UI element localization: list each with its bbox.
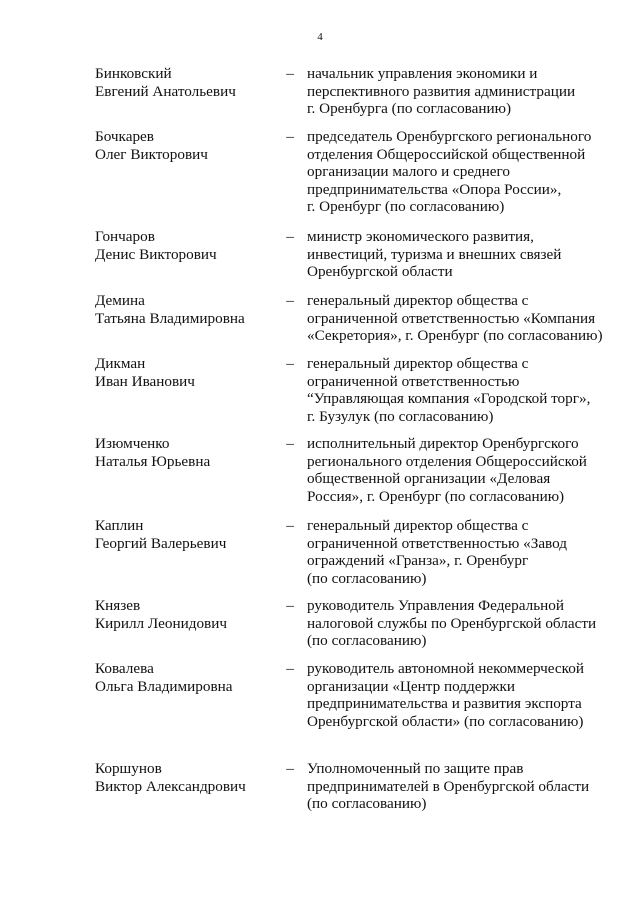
member-position — [307, 292, 612, 345]
member-name — [95, 355, 275, 390]
member-surname: Бинковский — [95, 65, 172, 82]
member-position — [307, 228, 612, 281]
position-line: организации малого и среднего — [307, 163, 510, 181]
member-position — [307, 597, 612, 650]
position-line: налоговой службы по Оренбургской области — [307, 614, 597, 632]
member-given-names: Виктор Александрович — [95, 777, 246, 795]
position-line: генеральный директор общества с — [307, 292, 529, 309]
member-surname: Гончаров — [95, 228, 155, 245]
member-name — [95, 435, 275, 470]
member-given-names: Олег Викторович — [95, 145, 208, 163]
position-line: (по согласованию) — [307, 632, 427, 650]
position-line: Оренбургской области — [307, 263, 453, 281]
position-line: Оренбургской области» (по согласованию) — [307, 712, 584, 730]
member-given-names: Ольга Владимировна — [95, 677, 233, 695]
position-line: исполнительный директор Оренбургского — [307, 435, 579, 452]
member-position — [307, 660, 612, 730]
position-line: г. Оренбург (по согласованию) — [307, 198, 505, 216]
dash-separator: – — [286, 597, 294, 614]
member-surname: Каплин — [95, 517, 144, 534]
member-surname: Бочкарев — [95, 128, 154, 145]
position-line: общественной организации «Деловая — [307, 470, 551, 488]
member-surname: Коршунов — [95, 760, 162, 777]
member-surname: Князев — [95, 597, 141, 614]
position-line: перспективного развития администрации — [307, 82, 576, 100]
member-name — [95, 228, 275, 263]
position-line: регионального отделения Общероссийской — [307, 452, 587, 470]
position-line: предпринимателей в Оренбургской области — [307, 777, 590, 795]
member-given-names: Георгий Валерьевич — [95, 534, 227, 552]
position-line: ограждений «Гранза», г. Оренбург — [307, 552, 529, 570]
dash-separator: – — [286, 517, 294, 534]
dash-separator: – — [286, 355, 294, 372]
dash-separator: – — [286, 435, 294, 452]
member-position — [307, 128, 612, 216]
position-line: начальник управления экономики и — [307, 65, 538, 82]
member-given-names: Татьяна Владимировна — [95, 309, 245, 327]
position-line: предпринимательства «Опора России», — [307, 180, 562, 198]
member-name — [95, 292, 275, 327]
dash-separator: – — [286, 760, 294, 777]
member-surname: Дикман — [95, 355, 146, 372]
position-line: организации «Центр поддержки — [307, 677, 516, 695]
position-line: инвестиций, туризма и внешних связей — [307, 245, 562, 263]
member-position — [307, 435, 612, 505]
member-name — [95, 597, 275, 632]
position-line: г. Бузулук (по согласованию) — [307, 407, 494, 425]
position-line: председатель Оренбургского регионального — [307, 128, 592, 145]
member-name — [95, 65, 275, 100]
position-line: Россия», г. Оренбург (по согласованию) — [307, 487, 565, 505]
member-position — [307, 760, 612, 813]
member-given-names: Денис Викторович — [95, 245, 217, 263]
position-line: (по согласованию) — [307, 569, 427, 587]
position-line: генеральный директор общества с — [307, 517, 529, 534]
dash-separator: – — [286, 65, 294, 82]
dash-separator: – — [286, 292, 294, 309]
position-line: руководитель Управления Федеральной — [307, 597, 564, 614]
position-line: г. Оренбурга (по согласованию) — [307, 100, 512, 118]
position-line: генеральный директор общества с — [307, 355, 529, 372]
dash-separator: – — [286, 128, 294, 145]
member-position — [307, 355, 612, 425]
member-name — [95, 517, 275, 552]
member-given-names: Евгений Анатольевич — [95, 82, 236, 100]
member-name — [95, 760, 275, 795]
position-line: “Управляющая компания «Городской торг», — [307, 390, 591, 408]
position-line: (по согласованию) — [307, 795, 427, 813]
page-number: 4 — [317, 31, 323, 43]
member-name — [95, 128, 275, 163]
position-line: ограниченной ответственностью «Завод — [307, 534, 568, 552]
position-line: министр экономического развития, — [307, 228, 534, 245]
position-line: ограниченной ответственностью «Компания — [307, 309, 596, 327]
position-line: ограниченной ответственностью — [307, 372, 520, 390]
member-given-names: Наталья Юрьевна — [95, 452, 211, 470]
member-given-names: Кирилл Леонидович — [95, 614, 227, 632]
dash-separator: – — [286, 660, 294, 677]
position-line: руководитель автономной некоммерческой — [307, 660, 584, 677]
position-line: Уполномоченный по защите прав — [307, 760, 524, 777]
member-name — [95, 660, 275, 695]
position-line: предпринимательства и развития экспорта — [307, 695, 582, 713]
member-surname: Демина — [95, 292, 145, 309]
member-surname: Изюмченко — [95, 435, 170, 452]
dash-separator: – — [286, 228, 294, 245]
member-given-names: Иван Иванович — [95, 372, 195, 390]
member-surname: Ковалева — [95, 660, 154, 677]
member-position — [307, 517, 612, 587]
member-position — [307, 65, 612, 118]
position-line: «Секретория», г. Оренбург (по согласованию) — [307, 327, 603, 345]
position-line: отделения Общероссийской общественной — [307, 145, 586, 163]
